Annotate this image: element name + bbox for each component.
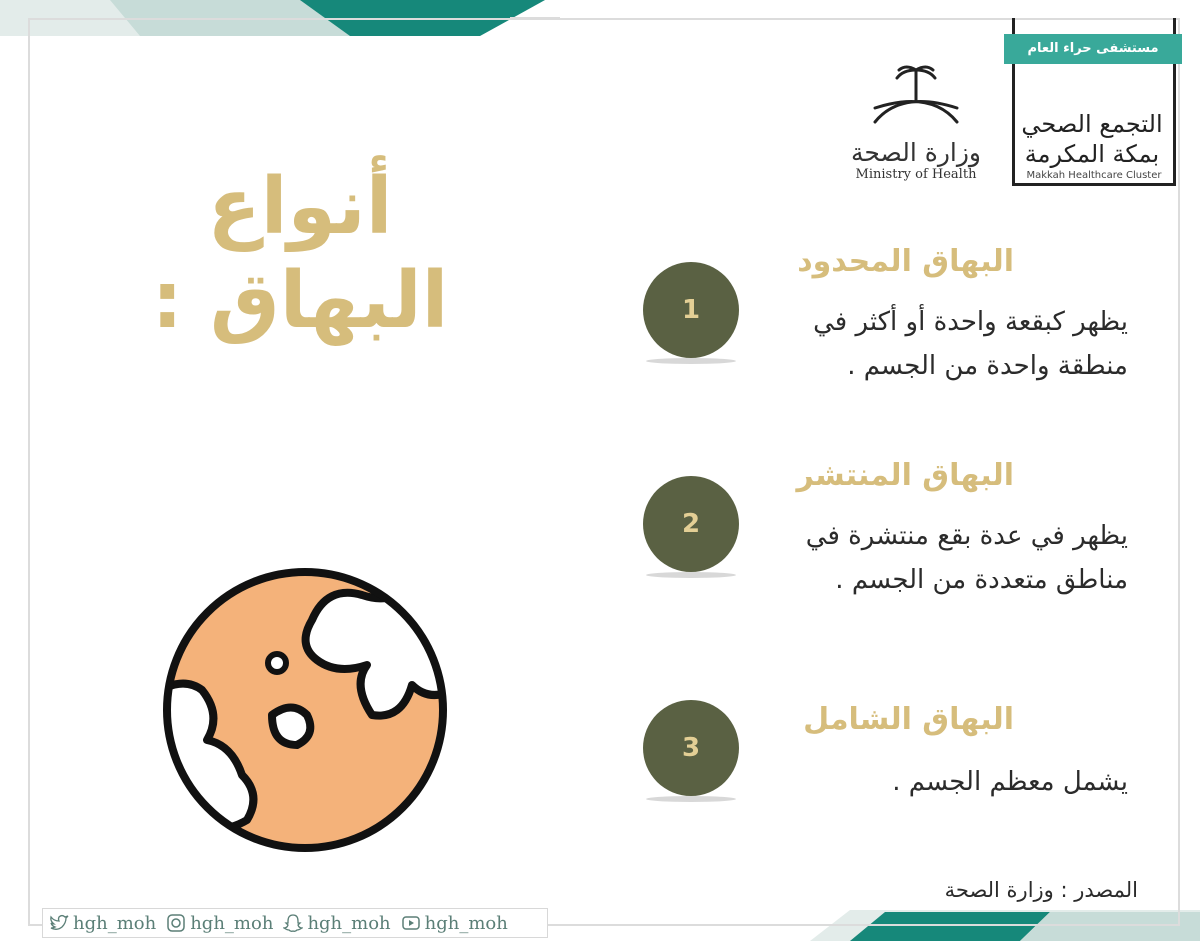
page-title-line1: أنواع — [207, 162, 393, 252]
item-description-line1: يشمل معظم الجسم . — [892, 767, 1128, 797]
social-link-snapchat[interactable] — [283, 913, 390, 934]
cluster-name-line1: التجمع الصحي — [1021, 110, 1163, 138]
social-handles-bar — [42, 908, 548, 938]
cluster-name-line2: بمكة المكرمة — [1024, 140, 1160, 168]
item-number-badge — [643, 262, 739, 358]
social-handle: hgh_moh — [73, 912, 157, 934]
social-handle: hgh_moh — [190, 912, 274, 934]
item-heading: البهاق المحدود — [797, 244, 1014, 279]
cluster-hospital-band: مستشفى حراء العام — [1004, 34, 1182, 64]
social-link-youtube[interactable] — [401, 913, 508, 934]
page-title-line2: البهاق : — [151, 256, 449, 346]
youtube-icon — [401, 913, 421, 933]
cluster-english-name: Makkah Healthcare Cluster — [1026, 170, 1162, 181]
vitiligo-skin-illustration — [152, 565, 458, 855]
item-description-line2: منطقة واحدة من الجسم . — [847, 351, 1128, 381]
item-heading: البهاق الشامل — [803, 702, 1014, 737]
social-handle: hgh_moh — [307, 912, 391, 934]
badge-shadow — [646, 796, 736, 802]
item-description-line1: يظهر كبقعة واحدة أو أكثر في — [813, 307, 1128, 337]
item-number: 3 — [681, 733, 701, 763]
moh-english-name: Ministry of Health — [855, 167, 977, 182]
item-number-badge — [643, 476, 739, 572]
item-number: 1 — [681, 295, 701, 325]
social-handle: hgh_moh — [424, 912, 508, 934]
palm-swords-emblem — [861, 62, 971, 132]
item-number: 2 — [681, 509, 701, 539]
item-description-line1: يظهر في عدة بقع منتشرة في — [805, 521, 1128, 551]
moh-arabic-name: وزارة الصحة — [851, 138, 981, 167]
badge-shadow — [646, 358, 736, 364]
social-link-twitter[interactable] — [49, 913, 156, 934]
twitter-icon — [49, 913, 69, 933]
item-number-badge — [643, 700, 739, 796]
snapchat-icon — [283, 913, 303, 933]
social-link-instagram[interactable] — [166, 913, 273, 934]
instagram-icon — [166, 913, 186, 933]
item-description-line2: مناطق متعددة من الجسم . — [835, 565, 1128, 595]
item-heading: البهاق المنتشر — [796, 458, 1014, 493]
source-note: المصدر : وزارة الصحة — [944, 878, 1138, 902]
moh-logo — [836, 62, 996, 182]
badge-shadow — [646, 572, 736, 578]
